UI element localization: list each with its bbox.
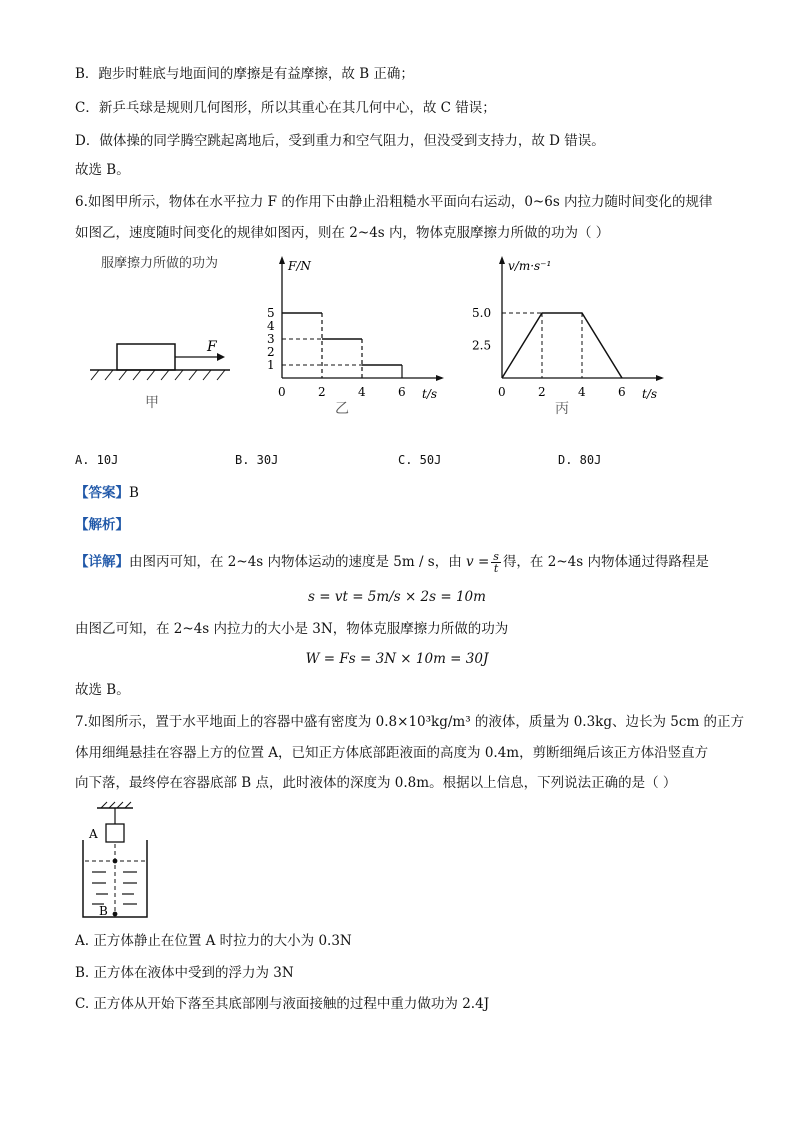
answer-tag: 【答案】: [75, 485, 129, 501]
prev-conclusion: 故选 B。: [75, 162, 130, 178]
prev-option-d: D．做体操的同学腾空跳起离地后，受到重力和空气阻力，但没受到支持力，故 D 错误。: [75, 133, 605, 149]
point-b: [113, 912, 118, 917]
q6-equation-1: s = vt = 5m/s × 2s = 10m: [308, 589, 486, 605]
y-tick-label: 5: [267, 306, 275, 320]
q7-option-c: C. 正方体从开始下落至其底部刚与液面接触的过程中重力做功为 2.4J: [75, 996, 490, 1012]
q7-stem-line2: 体用细绳悬挂在容器上方的位置 A，已知正方体底部距液面的高度为 0.4m，剪断细绳后该正方体沿竖直方: [75, 745, 709, 761]
detail-tag: 【详解】: [75, 554, 129, 570]
x-tick-label: 4: [578, 385, 586, 399]
y-tick-label: 2: [267, 345, 275, 359]
x-tick-label: 6: [398, 385, 406, 399]
q6-option-d: D. 80J: [558, 453, 602, 467]
prev-option-c: C．新乒乓球是规则几何图形，所以其重心在其几何中心，故 C 错误；: [75, 100, 496, 116]
q6-answer: [75, 483, 139, 503]
chart-bing: [470, 250, 665, 415]
figure-caption-fragment: 服摩擦力所做的功为: [101, 256, 219, 271]
x-tick-label: 2: [318, 385, 326, 399]
force-arrow-head: [217, 353, 225, 361]
y-tick-label: 5.0: [472, 306, 492, 320]
y-axis-label: v/m·s⁻¹: [508, 259, 552, 273]
label-a: A: [89, 827, 98, 841]
y-tick-label: 3: [267, 332, 275, 346]
chart-title: 乙: [335, 401, 349, 415]
q7-stem-line3: 向下落，最终停在容器底部 B 点，此时液体的深度为 0.8m。根据以上信息，下列说法正确的是（ ）: [75, 775, 677, 791]
figure-container: [75, 800, 175, 925]
q6-stem-line1: 6.如图甲所示，物体在水平拉力 F 的作用下由静止沿粗糙水平面向右运动，0~6s 内拉力随时间变化的规律: [75, 194, 713, 210]
x-tick-label: 0: [278, 385, 286, 399]
detail-frac-v: v =: [466, 554, 490, 570]
ground-hatching: [91, 370, 225, 380]
y-axis-arrow: [279, 256, 285, 264]
velocity-line: [502, 313, 622, 378]
q7-option-a: A. 正方体静止在位置 A 时拉力的大小为 0.3N: [75, 933, 352, 949]
x-axis-label: t/s: [642, 387, 658, 401]
label-b: B: [99, 904, 108, 918]
cube-at-a: [106, 824, 124, 842]
detail-fraction: [491, 551, 501, 574]
x-tick-label: 4: [358, 385, 366, 399]
q6-stem-line2: 如图乙，速度随时间变化的规律如图丙，则在 2~4s 内，物体克服摩擦力所做的功为（ ）: [75, 225, 610, 241]
q6-equation-2: W = Fs = 3N × 10m = 30J: [305, 651, 489, 667]
chart-yi: [250, 250, 445, 415]
q6-option-c: C. 50J: [398, 453, 442, 467]
force-label: F: [207, 339, 217, 355]
x-tick-label: 0: [498, 385, 506, 399]
prev-option-b: B．跑步时鞋底与地面间的摩擦是有益摩擦，故 B 正确；: [75, 66, 414, 82]
y-tick-label: 2.5: [472, 338, 492, 353]
label-jia: 甲: [145, 395, 159, 410]
x-axis-label: t/s: [422, 387, 438, 401]
surface-point: [113, 859, 118, 864]
q7-stem-line1: 7.如图所示，置于水平地面上的容器中盛有密度为 0.8×10³kg/m³ 的液体，质量为 0.3kg、边长为 5cm 的正方: [75, 714, 745, 730]
q6-option-b: B. 30J: [235, 453, 279, 467]
x-tick-label: 6: [618, 385, 626, 399]
frac-denominator: t: [493, 562, 499, 575]
x-axis-arrow: [436, 375, 444, 381]
q6-analysis-tag: [75, 515, 129, 535]
frac-numerator: s: [493, 550, 499, 563]
y-axis-label: F/N: [288, 259, 311, 273]
y-tick-label: 1: [267, 358, 275, 372]
x-axis-arrow: [656, 375, 664, 381]
analysis-tag: 【解析】: [75, 517, 129, 533]
chart-title: 丙: [555, 401, 569, 415]
figure-jia: [85, 250, 245, 410]
q6-option-a: A. 10J: [75, 453, 119, 467]
block-object: [117, 344, 175, 370]
detail-post: 得，在 2~4s 内物体通过得路程是: [502, 554, 709, 570]
x-tick-label: 2: [538, 385, 546, 399]
q7-option-b: B. 正方体在液体中受到的浮力为 3N: [75, 965, 294, 981]
q6-conclusion: 故选 B。: [75, 682, 130, 698]
q6-detail2: 由图乙可知，在 2~4s 内拉力的大小是 3N，物体克服摩擦力所做的功为: [75, 621, 509, 637]
detail-pre: 由图丙可知，在 2~4s 内物体运动的速度是 5m / s，由: [129, 554, 462, 570]
y-axis-arrow: [499, 256, 505, 264]
answer-value: B: [129, 485, 139, 501]
q6-detail-line: [75, 551, 709, 574]
y-tick-label: 4: [267, 319, 275, 333]
ceiling-hatching: [101, 802, 131, 808]
